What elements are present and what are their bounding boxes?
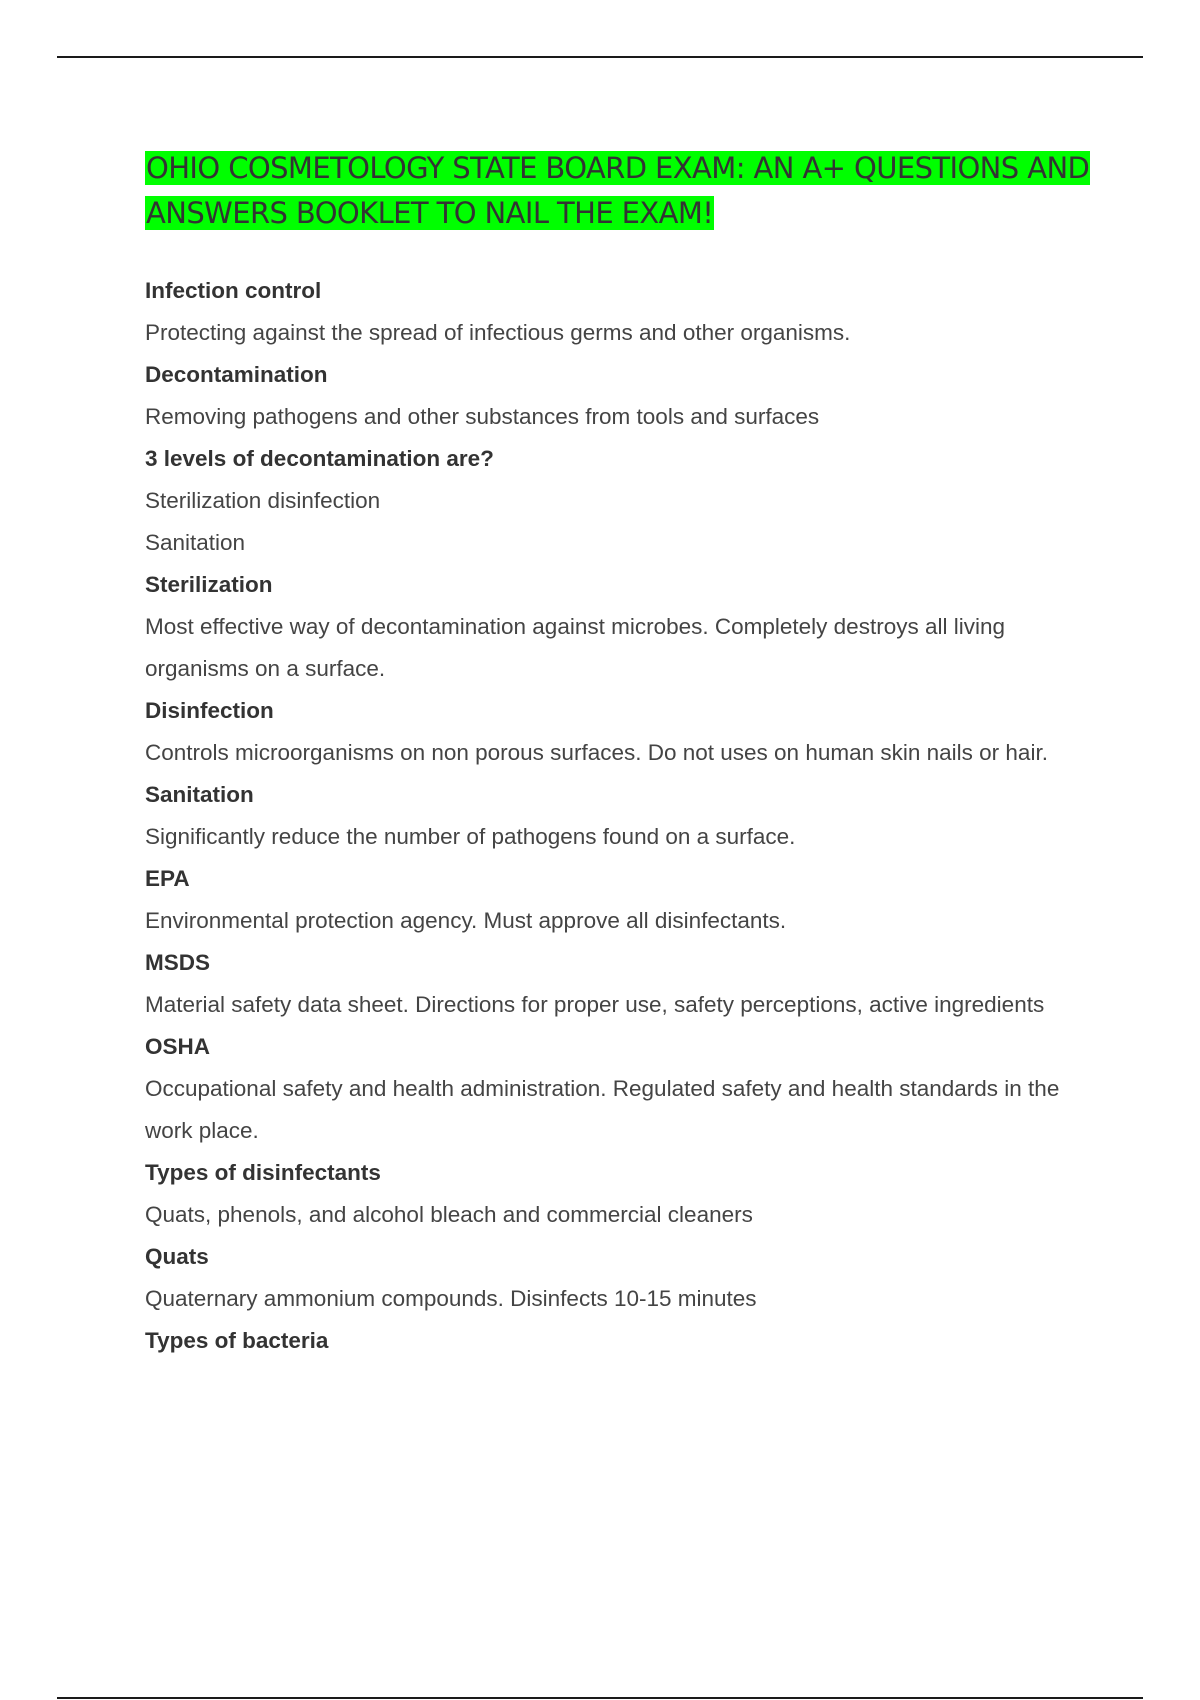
definition-sterilization: Most effective way of decontamination against microbes. Completely destroys all living organisms on a surface.	[145, 614, 1005, 681]
term-msds: MSDS	[145, 950, 211, 975]
term-decontamination-levels: 3 levels of decontamination are?	[145, 446, 494, 471]
header-rule	[57, 56, 1143, 58]
definition-types-of-disinfectants: Quats, phenols, and alcohol bleach and commercial cleaners	[145, 1202, 753, 1227]
definition-quats: Quaternary ammonium compounds. Disinfects 10-15 minutes	[145, 1286, 757, 1311]
term-types-of-bacteria: Types of bacteria	[145, 1328, 329, 1353]
footer-rule	[57, 1697, 1143, 1699]
term-quats: Quats	[145, 1244, 209, 1269]
term-sterilization: Sterilization	[145, 572, 273, 597]
definition-sanitation: Significantly reduce the number of pathogens found on a surface.	[145, 824, 796, 849]
definition-epa: Environmental protection agency. Must approve all disinfectants.	[145, 908, 787, 933]
document-title	[145, 146, 1090, 236]
definition-osha: Occupational safety and health administration. Regulated safety and health standards in the work place.	[145, 1076, 1060, 1143]
term-osha: OSHA	[145, 1034, 211, 1059]
title-highlight: OHIO COSMETOLOGY STATE BOARD EXAM: AN A+ QUESTIONS AND ANSWERS BOOKLET TO NAIL THE EXAM!	[146, 151, 1090, 230]
definition-decontamination-levels-2: Sanitation	[145, 530, 246, 555]
term-types-of-disinfectants: Types of disinfectants	[145, 1160, 381, 1185]
term-epa: EPA	[145, 866, 190, 891]
term-disinfection: Disinfection	[145, 698, 274, 723]
definition-decontamination-levels: Sterilization disinfection	[145, 488, 381, 513]
definition-disinfection: Controls microorganisms on non porous surfaces. Do not uses on human skin nails or hair.	[145, 740, 1048, 765]
definition-decontamination: Removing pathogens and other substances from tools and surfaces	[145, 404, 820, 429]
definition-infection-control: Protecting against the spread of infectious germs and other organisms.	[145, 320, 851, 345]
qa-list	[145, 270, 1095, 1362]
term-infection-control: Infection control	[145, 278, 322, 303]
term-sanitation: Sanitation	[145, 782, 254, 807]
definition-msds: Material safety data sheet. Directions for proper use, safety perceptions, active ingredients	[145, 992, 1045, 1017]
term-decontamination: Decontamination	[145, 362, 328, 387]
